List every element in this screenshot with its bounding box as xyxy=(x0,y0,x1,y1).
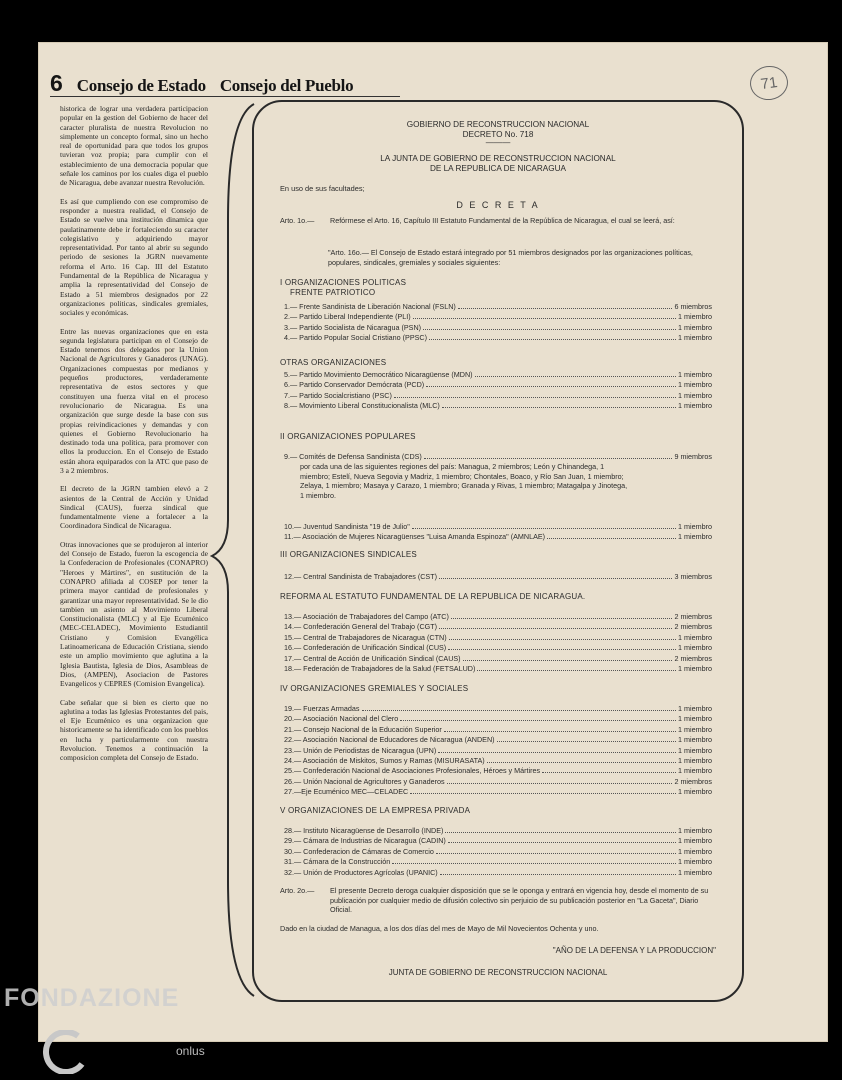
section-5-title: V ORGANIZACIONES DE LA EMPRESA PRIVADA xyxy=(280,806,471,815)
brace-connector xyxy=(210,100,256,1000)
decree-number: DECRETO No. 718 xyxy=(462,130,534,139)
dot-leader xyxy=(448,842,676,843)
section-1-subtitle: FRENTE PATRIOTICO xyxy=(290,288,376,297)
list-row xyxy=(284,664,712,673)
motto: "AÑO DE LA DEFENSA Y LA PRODUCCION" xyxy=(552,946,716,955)
dot-leader xyxy=(448,649,676,650)
list-row xyxy=(284,532,712,541)
dot-leader xyxy=(424,458,673,459)
list-row xyxy=(284,323,712,332)
row-value: 1 miembro xyxy=(678,664,712,673)
row-label: 5.— Partido Movimiento Democrático Nicaragüense (MDN) xyxy=(284,370,473,379)
dot-leader xyxy=(497,741,677,742)
row-label: 3.— Partido Socialista de Nicaragua (PSN) xyxy=(284,322,422,332)
list-row xyxy=(284,302,712,311)
row-label: 17.— Central de Acción de Unificación Sindical (CAUS) xyxy=(284,653,461,663)
row-label: 10.— Juventud Sandinista "19 de Julio" xyxy=(284,522,410,531)
dot-leader xyxy=(440,874,676,875)
list-row xyxy=(284,633,712,642)
row-value: 1 miembro xyxy=(678,333,712,343)
row-label: 1.— Frente Sandinista de Liberación Nacional (FSLN) xyxy=(284,302,456,311)
dot-leader xyxy=(438,752,676,753)
article-paragraph: El decreto de la JGRN tambien elevó a 2 asientos de la Central de Acción y Unidad Sindical (CAUS), fuerza sindical que fundamentalmente viene a fortalecer a la Coordinadora Sindical de Nicaragua. xyxy=(60,484,208,531)
article-2-label: Arto. 2o.— xyxy=(280,886,315,895)
signature: JUNTA DE GOBIERNO DE RECONSTRUCCION NACIONAL xyxy=(388,968,608,977)
header-rule xyxy=(50,96,400,97)
row-value: 1 miembro xyxy=(678,370,712,379)
junta-line-1: LA JUNTA DE GOBIERNO DE RECONSTRUCCION NACIONAL xyxy=(380,154,616,163)
faculties-line: En uso de sus facultades; xyxy=(280,184,365,193)
row-value: 1 miembro xyxy=(678,312,712,322)
list-row xyxy=(284,756,712,765)
list-row xyxy=(284,370,712,379)
list-row xyxy=(284,333,712,342)
dot-leader xyxy=(413,318,676,319)
row-value: 1 miembro xyxy=(678,643,712,653)
row-label: 16.— Confederación de Unificación Sindical (CUS) xyxy=(284,643,447,653)
row-label: 4.— Partido Popular Social Cristiano (PPSC) xyxy=(284,333,428,343)
handwritten-annotation: 71 xyxy=(748,64,790,103)
row-value: 2 miembros xyxy=(674,622,712,632)
row-label: 19.— Fuerzas Armadas xyxy=(284,704,360,713)
row-value: 2 miembros xyxy=(674,776,712,786)
dot-leader xyxy=(477,670,676,671)
list-row xyxy=(284,380,712,389)
junta-line-2: DE LA REPUBLICA DE NICARAGUA xyxy=(429,164,567,173)
list-row xyxy=(284,401,712,410)
header-title-right: Consejo del Pueblo xyxy=(219,76,354,95)
row-label: 26.— Unión Nacional de Agricultores y Ganaderos xyxy=(284,776,445,786)
dot-leader xyxy=(394,397,676,398)
article-column xyxy=(60,104,208,772)
row-value: 1 miembro xyxy=(678,867,712,877)
row-value: 1 miembro xyxy=(678,522,712,531)
dot-leader xyxy=(445,832,676,833)
row-label: 2.— Partido Liberal Independiente (PLI) xyxy=(284,312,411,322)
dot-leader xyxy=(444,731,676,732)
dot-leader xyxy=(475,376,677,377)
decreta-heading: D E C R E T A xyxy=(456,200,540,210)
list-row xyxy=(284,746,712,755)
row-value: 1 miembro xyxy=(678,745,712,755)
row-value: 1 miembro xyxy=(678,735,712,745)
header-title-left: Consejo de Estado xyxy=(76,76,206,95)
list-row xyxy=(284,847,712,856)
reform-title: REFORMA AL ESTATUTO FUNDAMENTAL DE LA REPUBLICA DE NICARAGUA. xyxy=(280,592,586,601)
article-paragraph: Entre las nuevas organizaciones que en esta segunda legislatura participan en el Consejo de Estado tenemos dos delegados por la Union Nacional de Agricultores y Ganaderos (UNAG). Organizaciones compuestas por medianos y pequeños productores, verdaderamente representativa de estos sectores y que constituyen una fuerza vital en el proceso revolucionario de Nicaragua. Es una organización que surge desde la base con sus propias reivindicaciones y demandas y con quienes el Gobierno Revolucionario ha destinado toda una política, para promover con ellos la produccion. En el Consejo de Estado están ahora equiparados con la ATC que paso de 3 a 2 miembros. xyxy=(60,326,208,475)
article-paragraph: Cabe señalar que si bien es cierto que no aglutina a todas las Iglesias Protestantes del pais, el Eje Ecuménico es una organizacion que historicamente se ha identificado con los pueblos en lucha y particularmente con nuestra Revolucion. Tenemos a continuación la composicion completa del Consejo de Estado. xyxy=(60,697,208,763)
row-label: 25.— Confederación Nacional de Asociaciones Profesionales, Héroes y Mártires xyxy=(284,766,541,776)
row-label: 30.— Confederacion de Cámaras de Comercio xyxy=(284,846,434,856)
row-label: 23.— Unión de Periodistas de Nicaragua (UPN) xyxy=(284,745,437,755)
given-line: Dado en la ciudad de Managua, a los dos días del mes de Mayo de Mil Novecientos Ochenta y uno. xyxy=(280,924,599,933)
row-value: 1 miembro xyxy=(678,322,712,332)
row-label: 31.— Cámara de la Construcción xyxy=(284,857,391,867)
dot-leader xyxy=(547,538,676,539)
row-label: 14.— Confederación General del Trabajo (CGT) xyxy=(284,622,438,632)
row-label: 32.— Unión de Productores Agrícolas (UPANIC) xyxy=(284,867,438,877)
list-row xyxy=(284,452,712,461)
dot-leader xyxy=(400,720,676,721)
row-value: 1 miembro xyxy=(678,714,712,724)
article-paragraph: Otras innovaciones que se produjeron al interior del Consejo de Estado, fueron la escogencia de la Confederacion de Profesionales (CONAPRO) "Heroes y Mártires", en sustitución de la CONAPRO afiliada al COSEP por tener la primera mayor cantidad de profesionales y garantizar una mayor representatividad. Se le dio tambien un asiento al Movimiento Liberal Constitucionalista (MLC) y al Eje Ecuménico (MEC-CELADEC), Movimiento Estudiantil Cristiano y Comision Evangélica Latinoamericana de Educación Cristiana, siendo este un amplio movimiento que aglutina a la Iglesia Bautista, Iglesia de Dios, Asambleas de Dios, (AMPEN), Asociacion de Pastores Evangelicos y CEPRES (Comision Evangelica). xyxy=(60,539,208,689)
decree-issuer: GOBIERNO DE RECONSTRUCCION NACIONAL xyxy=(406,120,590,129)
row-label: 24.— Asociación de Miskitos, Sumos y Ramas (MISURASATA) xyxy=(284,756,485,765)
row-value: 1 miembro xyxy=(678,826,712,835)
section-1-title: I ORGANIZACIONES POLITICAS xyxy=(280,278,407,287)
row-value: 1 miembro xyxy=(678,532,712,542)
row-label: 28.— Instituto Nicaragüense de Desarrollo (INDE) xyxy=(284,826,444,835)
article-16-text: "Arto. 16o.— El Consejo de Estado estará integrado por 51 miembros designados por las organizaciones políticas, populares, sindicales, gremiales y sociales siguientes: xyxy=(328,248,693,267)
list-row xyxy=(284,868,712,877)
row-label: 18.— Federación de Trabajadores de la Salud (FETSALUD) xyxy=(284,664,476,673)
row-label: 13.— Asociación de Trabajadores del Campo (ATC) xyxy=(284,612,449,621)
dot-leader xyxy=(412,528,676,529)
list-row xyxy=(284,704,712,713)
row-value: 1 miembro xyxy=(678,836,712,846)
row-value: 1 miembro xyxy=(678,857,712,867)
list-row xyxy=(284,766,712,775)
row-label: 20.— Asociación Nacional del Clero xyxy=(284,714,399,724)
row-label: 12.— Central Sandinista de Trabajadores (CST) xyxy=(284,572,438,581)
list-row xyxy=(284,714,712,723)
row-value: 1 miembro xyxy=(678,390,712,400)
row-value: 3 miembros xyxy=(674,572,712,581)
section-2-title: II ORGANIZACIONES POPULARES xyxy=(280,432,416,441)
list-row xyxy=(284,735,712,744)
dot-leader xyxy=(362,710,677,711)
row-value: 1 miembro xyxy=(678,704,712,713)
row-label: 7.— Partido Socialcristiano (PSC) xyxy=(284,390,392,400)
row-value: 1 miembro xyxy=(678,756,712,765)
list-row xyxy=(284,777,712,786)
dot-leader xyxy=(436,853,676,854)
dot-leader xyxy=(542,772,676,773)
watermark-text: FONDAZIONE xyxy=(4,984,180,1012)
dot-leader xyxy=(449,639,676,640)
dot-leader xyxy=(423,329,676,330)
dot-leader xyxy=(429,339,676,340)
page-number: 6 xyxy=(50,70,63,96)
row-value: 1 miembro xyxy=(678,401,712,411)
dot-leader xyxy=(458,308,673,309)
list-row xyxy=(284,836,712,845)
row-value: 1 miembro xyxy=(678,787,712,797)
row-value: 1 miembro xyxy=(678,846,712,856)
row-value: 1 miembro xyxy=(678,380,712,390)
list-row xyxy=(284,612,712,621)
dot-leader xyxy=(426,386,676,387)
dot-leader xyxy=(447,783,673,784)
article-1-text: Refórmese el Arto. 16, Capítulo III Estatuto Fundamental de la República de Nicaragua, el cual se leerá, así: xyxy=(330,216,675,225)
list-row xyxy=(284,857,712,866)
dot-leader xyxy=(439,628,672,629)
list-row xyxy=(284,654,712,663)
row-value: 6 miembros xyxy=(674,302,712,311)
dot-leader xyxy=(439,578,672,579)
dot-leader xyxy=(392,863,676,864)
row-label: 21.— Consejo Nacional de la Educación Superior xyxy=(284,724,442,734)
section-3-title: III ORGANIZACIONES SINDICALES xyxy=(280,550,417,559)
list-row xyxy=(284,725,712,734)
row-label: 6.— Partido Conservador Demócrata (PCD) xyxy=(284,380,425,390)
article-2-text: El presente Decreto deroga cualquier disposición que se le oponga y entrará en vigencia hoy, desde el momento de su publicación por cualquier medio de difusión colectivo sin perjuicio de su publicación posterior en "La Gaceta", Diario Oficial. xyxy=(330,886,709,915)
row-value: 9 miembros xyxy=(674,452,712,461)
cds-regions: por cada una de las siguientes regiones del país: Managua, 2 miembros; León y Chinandega, 1 miembro; Estelí, Nueva Segovia y Madriz, 1 miembro; Chontales, Boaco, y Río San Juan, 1 miembro; Zelaya, 1 miembro; Masaya y Carazo, 1 miembro; Granada y Rivas, 1 miembro; Matagalpa y Jinotega, 1 miembro. xyxy=(300,462,628,500)
list-row xyxy=(284,826,712,835)
article-1-label: Arto. 1o.— xyxy=(280,216,315,225)
list-row xyxy=(284,572,712,581)
list-row xyxy=(284,312,712,321)
list-row xyxy=(284,643,712,652)
row-label: 22.— Asociación Nacional de Educadores de Nicaragua (ANDEN) xyxy=(284,735,495,745)
dot-leader xyxy=(442,407,676,408)
row-label: 11.— Asociación de Mujeres Nicaragüenses "Luisa Amanda Espinoza" (AMNLAE) xyxy=(284,532,546,542)
list-row xyxy=(284,391,712,400)
dot-leader xyxy=(463,660,673,661)
list-row xyxy=(284,522,712,531)
section-4-title: IV ORGANIZACIONES GREMIALES Y SOCIALES xyxy=(280,684,469,693)
dot-leader xyxy=(487,762,676,763)
page-header xyxy=(50,70,353,97)
article-paragraph: Es así que cumpliendo con ese compromiso de responder a nuestra realidad, el Consejo de Estado se vuelve una institución dinamica que paulatinamente debe ir fortaleciendo su caracter colegislativo y adquiriendo mayor representatividad. Por tanto al abrir su segundo periodo de sesiones la JGRN nuevamente reforma el Arto. 16 Cap. III del Estatuto Fundamental de la República de Nicaragua y amplia la representatividad del Consejo de Estado a 51 miembros designados por 22 organizaciones politicas, sindicales gremiales, sociales y económicas. xyxy=(60,196,208,318)
row-label: 8.— Movimiento Liberal Constitucionalista (MLC) xyxy=(284,401,440,411)
watermark-logo xyxy=(38,1030,94,1074)
watermark-suffix: onlus xyxy=(176,1044,205,1058)
decree-box xyxy=(252,100,744,1002)
row-value: 1 miembro xyxy=(678,632,712,642)
row-label: 15.— Central de Trabajadores de Nicaragua (CTN) xyxy=(284,632,447,642)
decree-rule: ——— xyxy=(485,138,511,147)
row-value: 2 miembros xyxy=(674,653,712,663)
dot-leader xyxy=(451,618,673,619)
article-paragraph: historica de lograr una verdadera participacion popular en la gestion del Gobierno de hacer del caracter pluralista de nuestra Revolucion no simplemente un concepto formal, sino un hecho real de oportunidad para que todos los grupos tuvieran voz propia; para cumplir con el establecimiento de una democracia popular que señale los caminos por los cuales diga el pueblo de Nicaragua, debe avanzar nuestra Revolución. xyxy=(60,104,208,188)
row-label: 9.— Comités de Defensa Sandinista (CDS) xyxy=(284,452,422,461)
dot-leader xyxy=(410,793,676,794)
row-label: 29.— Cámara de Industrias de Nicaragua (CADIN) xyxy=(284,836,446,846)
list-row xyxy=(284,787,712,796)
row-value: 1 miembro xyxy=(678,766,712,776)
row-value: 2 miembros xyxy=(674,612,712,621)
row-label: 27.—Eje Ecuménico MEC—CELADEC xyxy=(284,787,409,797)
row-value: 1 miembro xyxy=(678,724,712,734)
other-orgs-title: OTRAS ORGANIZACIONES xyxy=(280,358,387,367)
list-row xyxy=(284,622,712,631)
